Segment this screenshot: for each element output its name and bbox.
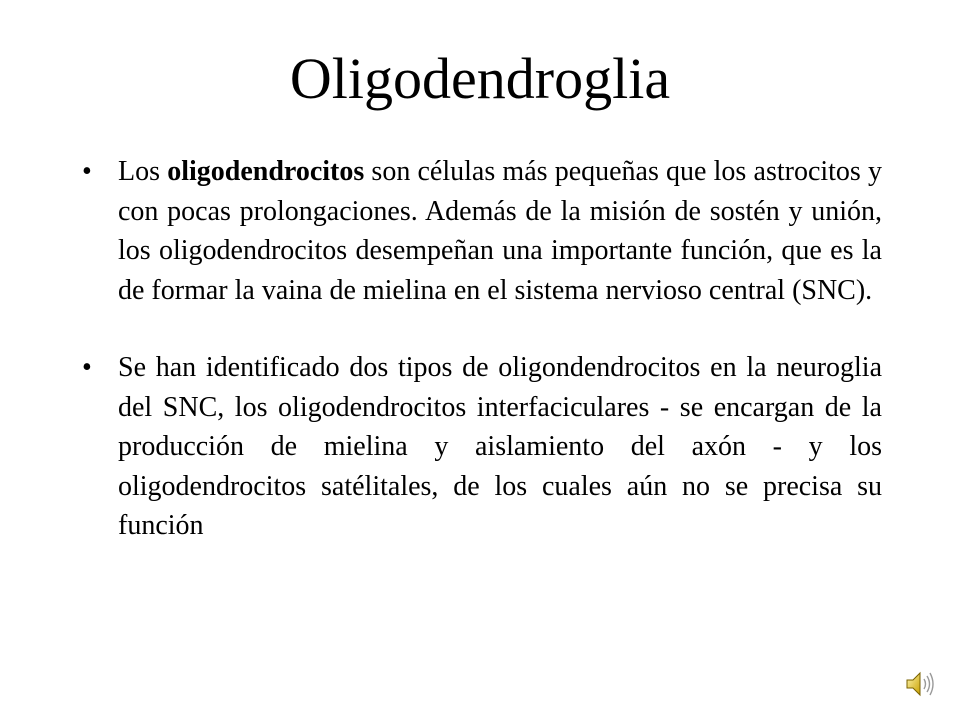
bullet-1-lead: Los [118,156,168,187]
speaker-icon-graphic [904,668,936,700]
bullet-1-rest: son células más pequeñas que los astrocitos y con pocas prolongaciones. Además de la misión de sostén y unión, los oligodendrocitos desempeñan una importante función, que es la de formar la vaina de mielina en el sistema nervioso central (SNC). [118,156,882,306]
bullet-1-bold-term: oligodendrocitos [167,156,365,187]
bullet-2-text: Se han identificado dos tipos de oligondendrocitos en la neuroglia del SNC, los oligodendrocitos interfaciculares - se encargan de la producción de mielina y aislamiento del axón - y los oligodendrocitos satélitales, de los cuales aún no se precisa su función [118,352,882,541]
bullet-item-1 [82,152,882,310]
bullet-list [82,152,882,546]
slide-title: Oligodendroglia [289,46,671,111]
bullet-marker: • [82,156,92,187]
bullet-item-2 [82,348,882,546]
bullet-marker: • [82,352,92,383]
speaker-icon[interactable] [904,668,936,700]
